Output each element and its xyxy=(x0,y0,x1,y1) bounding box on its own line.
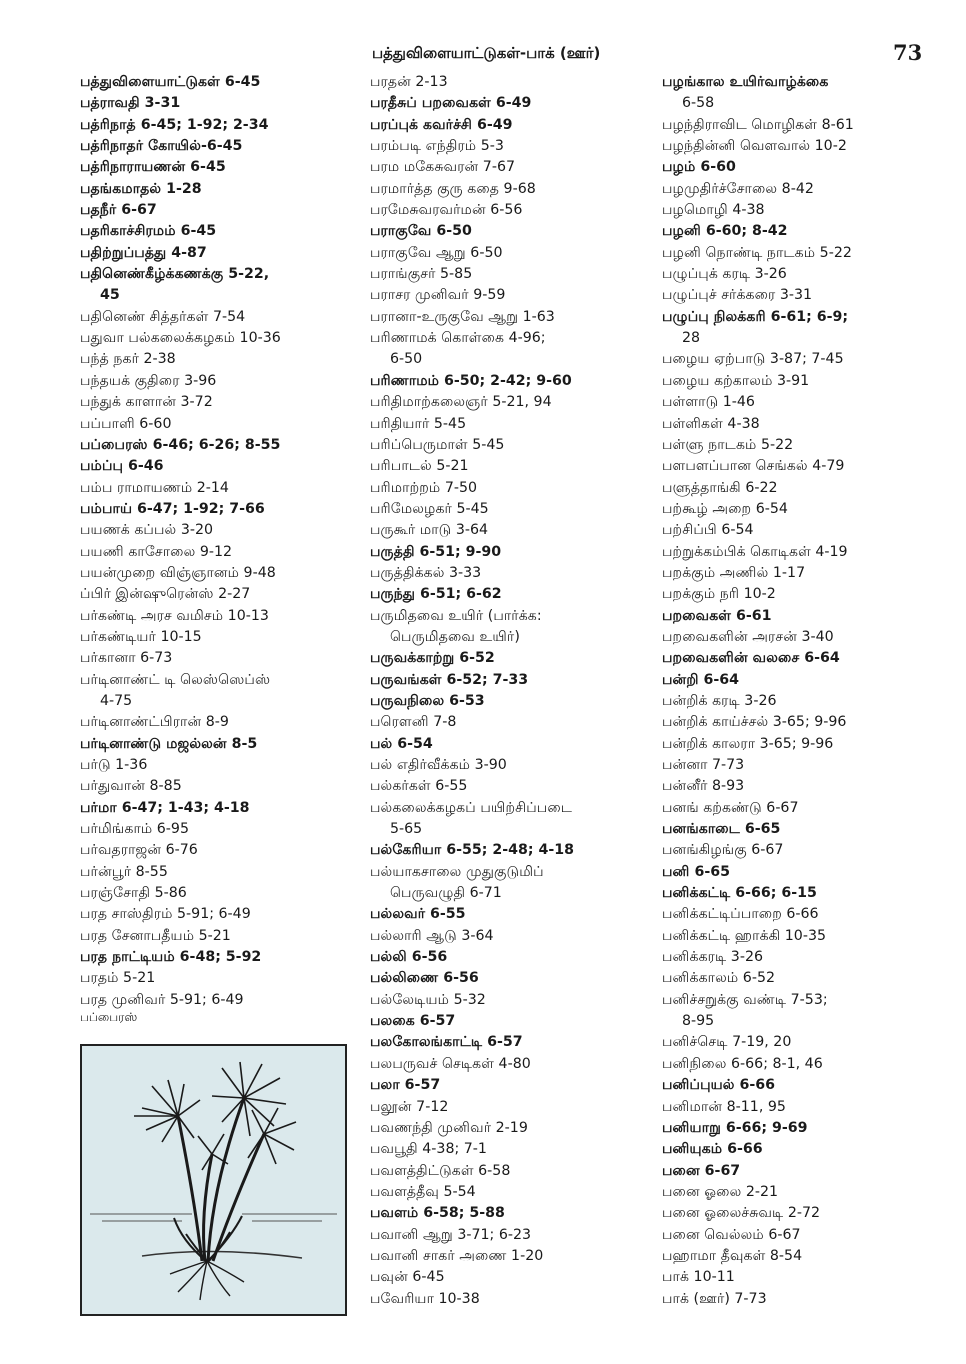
index-entry: பந்துக் காளான் 3-72 xyxy=(80,394,213,411)
index-entry: பழுப்புக் கரடி 3-26 xyxy=(662,266,787,283)
index-entry: பளுத்தாங்கி 6-22 xyxy=(662,479,778,496)
index-entry: பனை 6-67 xyxy=(662,1162,741,1179)
index-entry: பல் 6-54 xyxy=(370,735,433,752)
index-entry: பம்ப ராமாயணம் 2-14 xyxy=(80,479,229,496)
index-entry: பன்னா 7-73 xyxy=(662,757,745,773)
index-entry: பவேரியா 10-38 xyxy=(370,1290,480,1307)
index-entry: பரிணாமம் 6-50; 2-42; 9-60 xyxy=(370,372,572,389)
index-entry: பழைய ஏற்பாடு 3-87; 7-45 xyxy=(662,351,844,368)
index-entry: பம்ப்பு 6-46 xyxy=(80,458,164,475)
index-entry: பறக்கும் அணில் 1-17 xyxy=(662,564,806,581)
page-header xyxy=(0,40,966,70)
index-entry: பறவைகளின் அரசன் 3-40 xyxy=(662,628,834,645)
index-entry: பெருவழுதி 6-71 xyxy=(390,885,502,902)
index-entry: பருத்தி 6-51; 9-90 xyxy=(370,543,502,560)
index-entry: பவணந்தி முனிவர் 2-19 xyxy=(370,1119,528,1136)
index-entry: பழுப்பு நிலக்கரி 6-61; 6-9; xyxy=(662,308,849,325)
index-entry: பர்டினாண்ட் டி லெஸ்ஸெப்ஸ் xyxy=(80,671,271,688)
index-entry: பனிக்கட்டி 6-66; 6-15 xyxy=(662,885,817,902)
papyrus-stems-icon xyxy=(178,1098,264,1261)
index-entry: பற்றுக்கம்பிக் கொடிகள் 4-19 xyxy=(662,543,848,560)
index-entry: பரம மகேசுவரன் 7-67 xyxy=(370,159,516,176)
index-entry: பலா 6-57 xyxy=(370,1077,441,1094)
index-entry: 6-58 xyxy=(682,95,715,112)
index-entry: பர்வதராஜன் 6-76 xyxy=(80,842,198,859)
index-entry: பல்யாகசாலை முதுகுடுமிப் xyxy=(370,863,544,880)
index-entry: பரிதிமாற்கலைஞர் 5-21, 94 xyxy=(370,394,552,411)
index-entry: பருவங்கள் 6-52; 7-33 xyxy=(370,671,529,688)
index-entry: பலூன் 7-12 xyxy=(370,1098,449,1115)
index-entry: பவளத்திட்டுகள் 6-58 xyxy=(370,1162,511,1179)
index-entry: பர்ன்பூர் 8-55 xyxy=(80,863,168,880)
index-column-1 xyxy=(80,72,360,1011)
index-entry: பழனி நொண்டி நாடகம் 5-22 xyxy=(662,244,852,261)
index-entry: பதிற்றுப்பத்து 4-87 xyxy=(80,244,207,261)
index-entry: பல்லவர் 6-55 xyxy=(370,906,466,923)
index-entry: பல்கேரியா 6-55; 2-48; 4-18 xyxy=(370,842,574,859)
index-entry: பதினெண் சித்தர்கள் 7-54 xyxy=(80,308,246,325)
index-entry: பல் எதிர்வீக்கம் 3-90 xyxy=(370,757,507,773)
index-entry: பர்கானா 6-73 xyxy=(80,650,173,667)
index-entry: பனை ஓலைச்சுவடி 2-72 xyxy=(662,1205,821,1222)
index-entry: பயன்முறை விஞ்ஞானம் 9-48 xyxy=(80,564,276,581)
index-entry: பரதீசுப் பறவைகள் 6-49 xyxy=(370,95,532,112)
index-entry: பப்பாளி 6-60 xyxy=(80,415,172,432)
index-entry: 6-50 xyxy=(390,351,423,368)
index-entry: பனிப்புயல் 6-66 xyxy=(662,1077,776,1094)
index-entry: பனிமான் 8-11, 95 xyxy=(662,1098,786,1115)
index-entry: பரிமாற்றம் 7-50 xyxy=(370,479,478,496)
index-entry: பன்றி 6-64 xyxy=(662,671,739,688)
index-entry: பரிணாமக் கொள்கை 4-96; xyxy=(370,330,546,347)
index-entry: பர்மா 6-47; 1-43; 4-18 xyxy=(80,799,250,816)
index-entry: 4-75 xyxy=(100,692,133,709)
index-entry: பனங்கிழங்கு 6-67 xyxy=(662,842,784,859)
index-entry: பலகை 6-57 xyxy=(370,1013,456,1030)
index-entry: பதங்கமாதல் 1-28 xyxy=(80,180,202,197)
index-entry: பலகோலங்காட்டி 6-57 xyxy=(370,1034,523,1051)
index-entry: பருவநிலை 6-53 xyxy=(370,692,485,709)
index-entry: பனை ஓலை 2-21 xyxy=(662,1183,779,1200)
index-entry: பயணி காசோலை 9-12 xyxy=(80,543,233,560)
index-entry: பருத்திக்கல் 3-33 xyxy=(370,564,482,581)
index-entry: பன்னீர் 8-93 xyxy=(662,778,745,795)
index-entry: பரத சேனாபதீயம் 5-21 xyxy=(80,927,231,944)
index-entry: பத்ரிநாராயணன் 6-45 xyxy=(80,159,226,176)
index-entry: பழுப்புச் சர்க்கரை 3-31 xyxy=(662,287,813,304)
index-entry: பரெளனி 7-8 xyxy=(370,714,457,731)
index-entry: பரமேசுவரவர்மன் 6-56 xyxy=(370,202,523,219)
index-entry: பரதம் 5-21 xyxy=(80,970,156,987)
index-entry: பரப்புக் கவர்ச்சி 6-49 xyxy=(370,116,513,133)
index-entry: பரத நாட்டியம் 6-48; 5-92 xyxy=(80,949,262,966)
index-entry: பனிநிலை 6-66; 8-1, 46 xyxy=(662,1055,823,1072)
index-entry: பரிதியார் 5-45 xyxy=(370,415,467,432)
papyrus-figure xyxy=(80,1044,347,1316)
index-entry: பழந்தின்னி வெளவால் 10-2 xyxy=(662,138,847,155)
index-entry: பனை வெல்லம் 6-67 xyxy=(662,1226,801,1243)
index-entry: பற்கூழ் அறை 6-54 xyxy=(662,500,788,517)
index-entry: பத்ரிநாத் 6-45; 1-92; 2-34 xyxy=(80,116,269,133)
index-entry: பறக்கும் நரி 10-2 xyxy=(662,586,776,603)
index-entry: பம்பாய் 6-47; 1-92; 7-66 xyxy=(80,500,265,517)
index-entry: பரதன் 2-13 xyxy=(370,74,448,90)
index-entry: பந்த் நகர் 2-38 xyxy=(80,351,176,368)
index-entry: பத்ராவதி 3-31 xyxy=(80,95,181,112)
index-entry: பனியாறு 6-66; 9-69 xyxy=(662,1119,808,1136)
index-entry: பல்கலைக்கழகப் பயிற்சிப்படை xyxy=(370,799,573,816)
index-entry: பனங்காடை 6-65 xyxy=(662,821,781,838)
index-entry: பனிக்கரடி 3-26 xyxy=(662,949,764,966)
index-entry: பராங்குசர் 5-85 xyxy=(370,266,473,283)
index-entry: பராகுவே ஆறு 6-50 xyxy=(370,244,503,261)
index-entry: பருந்து 6-51; 6-62 xyxy=(370,586,502,603)
index-entry: பந்தயக் குதிரை 3-96 xyxy=(80,372,217,389)
index-entry: பழம் 6-60 xyxy=(662,159,736,176)
index-entry: பதுவா பல்கலைக்கழகம் 10-36 xyxy=(80,330,281,347)
index-entry: பராசர முனிவர் 9-59 xyxy=(370,287,506,304)
index-entry: பறவைகள் 6-61 xyxy=(662,607,772,624)
index-entry: பனிக்கட்டி ஹாக்கி 10-35 xyxy=(662,927,827,944)
index-entry: பள்ளாடு 1-46 xyxy=(662,394,755,411)
index-entry: பனி 6-65 xyxy=(662,863,730,880)
index-entry: ப்பிர் இன்ஷுரென்ஸ் 2-27 xyxy=(80,586,251,603)
index-entry: 8-95 xyxy=(682,1013,715,1030)
index-entry: பரத முனிவர் 5-91; 6-49 xyxy=(80,991,244,1008)
index-entry: பனியுகம் 6-66 xyxy=(662,1141,763,1158)
figure-caption: பப்பைரஸ் xyxy=(80,1010,138,1024)
index-entry: பவுன் 6-45 xyxy=(370,1269,445,1286)
index-entry: பவபூதி 4-38; 7-1 xyxy=(370,1141,487,1158)
index-entry: பழங்கால உயிர்வாழ்க்கை xyxy=(662,74,829,90)
index-entry: பத்ரிநாதர் கோயில்-6-45 xyxy=(80,138,243,155)
index-entry: பர்மிங்காம் 6-95 xyxy=(80,821,189,838)
index-entry: பனிக்கட்டிப்பாறை 6-66 xyxy=(662,906,819,923)
index-entry: பருகூர் மாடு 3-64 xyxy=(370,522,489,539)
index-entry: பர்கண்டியர் 10-15 xyxy=(80,628,202,645)
index-entry: பதரிகாச்சிரமம் 6-45 xyxy=(80,223,217,240)
index-entry: பன்றிக் காலரா 3-65; 9-96 xyxy=(662,735,834,752)
index-entry: 28 xyxy=(682,330,701,347)
index-entry: பவானி சாகர் அணை 1-20 xyxy=(370,1247,544,1264)
index-entry: பரிபாடல் 5-21 xyxy=(370,458,469,475)
index-entry: பெருமிதவை உயிர்) xyxy=(390,628,520,645)
index-entry: பர்டு 1-36 xyxy=(80,757,148,773)
index-entry: பர்துவான் 8-85 xyxy=(80,778,182,795)
index-entry: பரஞ்சோதி 5-86 xyxy=(80,885,187,902)
index-entry: பளபளப்பான செங்கல் 4-79 xyxy=(662,458,845,475)
index-column-3 xyxy=(662,72,952,1310)
index-entry: பல்கர்கள் 6-55 xyxy=(370,778,468,795)
index-entry: பர்கண்டி அரச வமிசம் 10-13 xyxy=(80,607,269,624)
index-entry: பனிச்சறுக்கு வண்டி 7-53; xyxy=(662,991,828,1008)
index-entry: பாக் (ஊர்) 7-73 xyxy=(662,1290,767,1307)
papyrus-roots-icon xyxy=(170,1261,244,1300)
running-title: பத்துவிளையாட்டுகள்-பாக் (ஊர்) xyxy=(372,44,601,62)
index-entry: பல்லாரி ஆடு 3-64 xyxy=(370,927,494,944)
index-entry: பதநீர் 6-67 xyxy=(80,202,157,219)
papyrus-plant-icon xyxy=(82,1046,345,1314)
index-entry: பர்டினாண்ட்பிரான் 8-9 xyxy=(80,714,229,731)
index-entry: பரானா-உருகுவே ஆறு 1-63 xyxy=(370,308,555,325)
index-entry: பவளத்தீவு 5-54 xyxy=(370,1183,476,1200)
index-entry: பனங் கற்கண்டு 6-67 xyxy=(662,799,799,816)
index-entry: பருவக்காற்று 6-52 xyxy=(370,650,495,667)
index-entry: பள்ளு நாடகம் 5-22 xyxy=(662,436,794,453)
index-entry: பழமுதிர்ச்சோலை 8-42 xyxy=(662,180,814,197)
index-entry: பஹாமா தீவுகள் 8-54 xyxy=(662,1247,803,1264)
index-entry: பரிப்பெருமாள் 5-45 xyxy=(370,436,505,453)
index-entry: பப்பைரஸ் 6-46; 6-26; 8-55 xyxy=(80,436,281,453)
index-entry: பரத சாஸ்திரம் 5-91; 6-49 xyxy=(80,906,251,923)
index-entry: பனிக்காலம் 6-52 xyxy=(662,970,775,987)
index-entry: பயணக் கப்பல் 3-20 xyxy=(80,522,214,539)
index-entry: 5-65 xyxy=(390,821,423,838)
index-entry: பவானி ஆறு 3-71; 6-23 xyxy=(370,1226,532,1243)
index-entry: பரிமேலழகர் 5-45 xyxy=(370,500,489,517)
index-entry: பறவைகளின் வலசை 6-64 xyxy=(662,650,840,667)
index-entry: பராகுவே 6-50 xyxy=(370,223,472,240)
index-entry: பரம்படி எந்திரம் 5-3 xyxy=(370,138,504,155)
page-number: 73 xyxy=(893,40,923,65)
index-entry: பழமொழி 4-38 xyxy=(662,202,765,219)
index-entry: பத்துவிளையாட்டுகள் 6-45 xyxy=(80,74,261,90)
papyrus-umbels-icon xyxy=(134,1062,296,1170)
index-entry: பன்றிக் காய்ச்சல் 3-65; 9-96 xyxy=(662,714,847,731)
index-entry: பரமார்த்த குரு கதை 9-68 xyxy=(370,180,536,197)
index-entry: பன்றிக் கரடி 3-26 xyxy=(662,692,777,709)
index-entry: பலபருவச் செடிகள் 4-80 xyxy=(370,1055,531,1072)
index-entry: பல்லேடியம் 5-32 xyxy=(370,991,486,1008)
index-entry: பவளம் 6-58; 5-88 xyxy=(370,1205,505,1222)
index-entry: பருமிதவை உயிர் (பார்க்க: xyxy=(370,607,542,624)
index-entry: பல்லி 6-56 xyxy=(370,949,448,966)
index-entry: பனிச்செடி 7-19, 20 xyxy=(662,1034,792,1051)
index-entry: பர்டினாண்டு மஜல்லன் 8-5 xyxy=(80,735,258,752)
index-entry: பள்ளிகள் 4-38 xyxy=(662,415,760,432)
index-entry: பதினெண்கீழ்க்கணக்கு 5-22, xyxy=(80,266,270,283)
index-entry: பல்லிணை 6-56 xyxy=(370,970,479,987)
index-entry: பழனி 6-60; 8-42 xyxy=(662,223,788,240)
index-entry: பாக் 10-11 xyxy=(662,1269,735,1286)
index-entry: பழந்திராவிட மொழிகள் 8-61 xyxy=(662,116,854,133)
index-column-2 xyxy=(370,72,660,1310)
index-entry: பற்சிப்பி 6-54 xyxy=(662,522,754,539)
index-entry: பழைய கற்காலம் 3-91 xyxy=(662,372,810,389)
index-entry: 45 xyxy=(100,287,120,304)
